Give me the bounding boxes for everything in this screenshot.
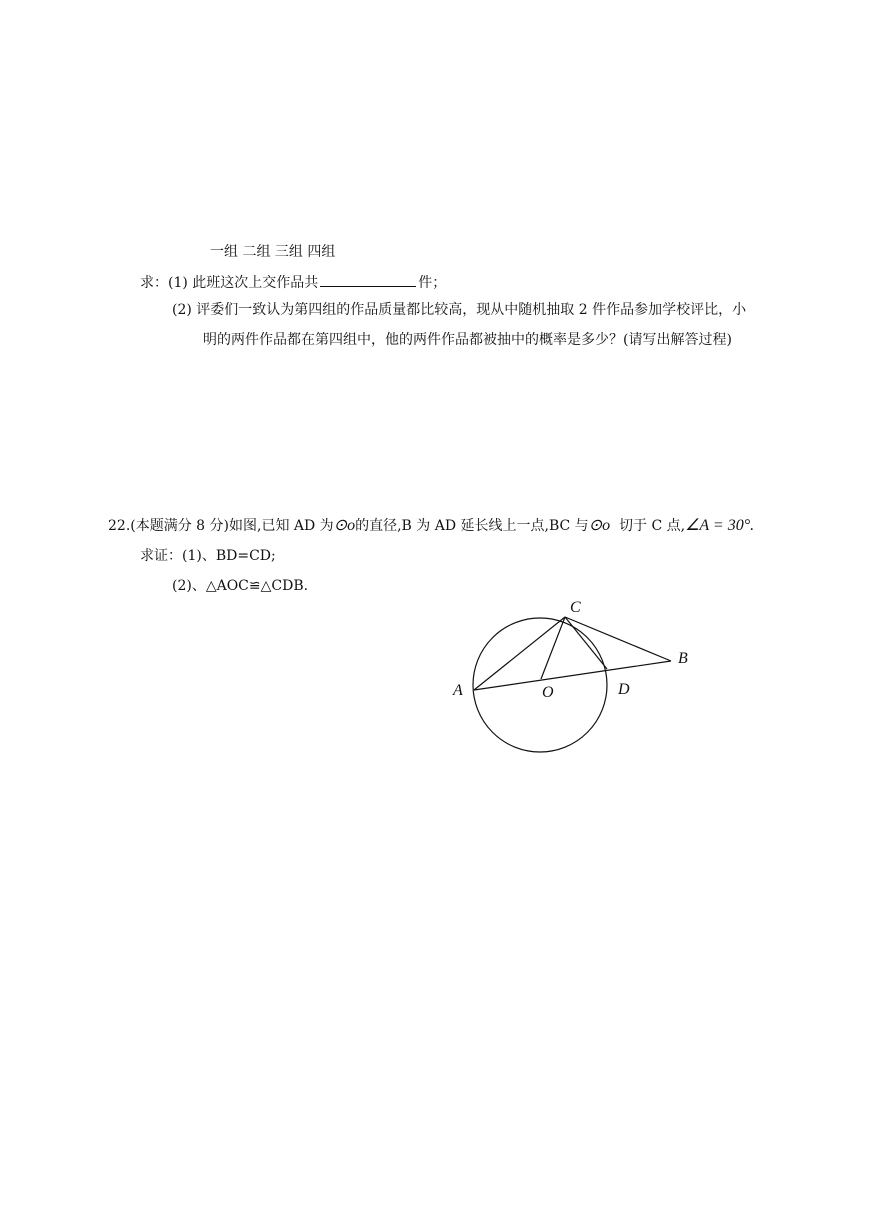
problem-22-stem	[108, 516, 754, 536]
segment-a-b	[474, 661, 671, 690]
question-2-line-2: 明的两件作品都在第四组中，他的两件作品都被抽中的概率是多少？(请写出解答过程)	[203, 332, 732, 348]
answer-blank[interactable]	[320, 272, 416, 287]
circle-o-symbol: ⊙o	[333, 517, 356, 534]
label-c: C	[570, 599, 581, 616]
label-d: D	[618, 681, 630, 698]
question-1	[140, 272, 446, 293]
question-1-suffix: 件；	[418, 275, 447, 291]
proof-item-2: (2)、△AOC≌△CDB.	[172, 578, 309, 594]
stem-part-a: 22.(本题满分 8 分)如图,已知 AD 为	[108, 518, 334, 534]
label-a: A	[453, 682, 463, 699]
proof-item-1: 求证：(1)、BD=CD;	[140, 548, 276, 564]
stem-part-b: 的直径,B 为 AD 延长线上一点,BC 与	[355, 518, 589, 534]
angle-expression: ∠A = 30°.	[685, 517, 755, 534]
label-b: B	[678, 650, 688, 667]
segment-c-b	[565, 617, 671, 661]
label-o: O	[542, 684, 554, 701]
circle-o-symbol-2: ⊙o	[588, 517, 611, 534]
segment-c-d	[565, 617, 607, 669]
stem-part-c: 切于 C 点,	[619, 518, 686, 534]
circle-o	[473, 618, 607, 752]
geometry-figure	[445, 595, 705, 765]
question-1-prefix: 求：(1) 此班这次上交作品共	[140, 275, 319, 291]
question-2-line-1: (2) 评委们一致认为第四组的作品质量都比较高，现从中随机抽取 2 件作品参加学校评比，小	[172, 302, 747, 318]
group-labels: 一组 二组 三组 四组	[210, 244, 336, 260]
